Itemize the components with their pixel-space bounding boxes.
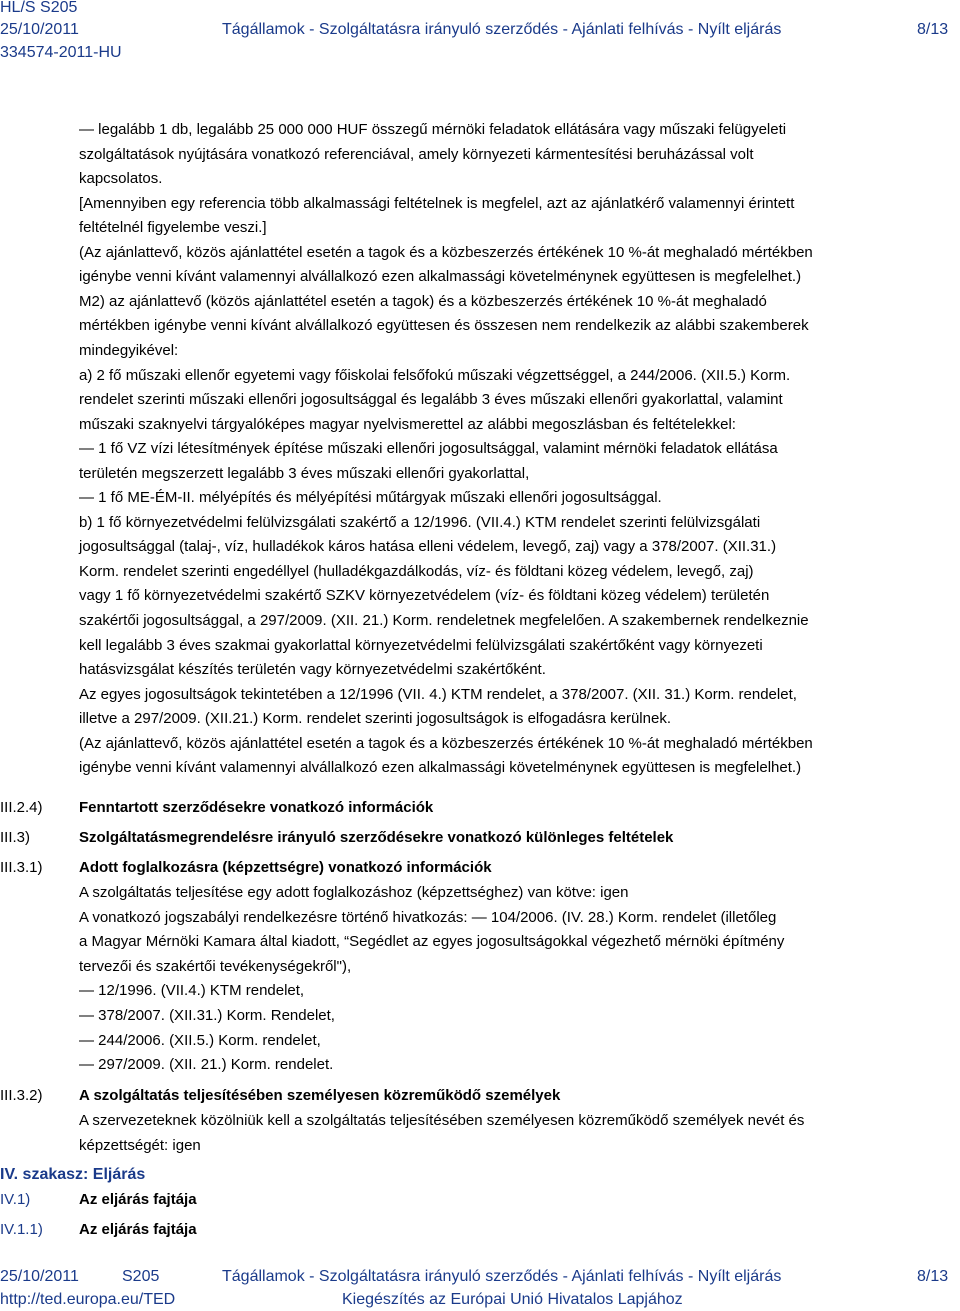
- section-text-line: — 297/2009. (XII. 21.) Korm. rendelet.: [79, 1056, 334, 1073]
- header-date: 25/10/2011: [0, 21, 79, 38]
- header-page-number: 8/13: [917, 21, 949, 38]
- body-line: (Az ajánlattevő, közös ajánlattétel esetén a tagok és a közbeszerzés értékének 10 %-át meghaladó mértékben: [79, 735, 813, 752]
- footer-supplement: Kiegészítés az Európai Unió Hivatalos Lapjához: [342, 1291, 683, 1308]
- section-number: III.3): [0, 829, 31, 846]
- section-title: Fenntartott szerződésekre vonatkozó információk: [79, 799, 434, 816]
- body-line: rendelet szerinti műszaki ellenőri jogosultsággal és legalább 3 éves műszaki ellenőri gyakorlattal, valamint: [79, 391, 783, 408]
- body-line: feltételnél figyelembe veszi.]: [79, 219, 267, 236]
- body-line: mindegyikével:: [79, 342, 179, 359]
- section-text-line: — 378/2007. (XII.31.) Korm. Rendelet,: [79, 1007, 335, 1024]
- body-line: Korm. rendelet szerinti engedéllyel (hulladékgazdálkodás, víz- és földtani közeg védelem, levegő, zaj): [79, 563, 754, 580]
- body-line: szakértői jogosultsággal, a 297/2009. (XII. 21.) Korm. rendeletnek megfelelően. A szakembernek rendelkeznie: [79, 612, 809, 629]
- section-title: Szolgáltatásmegrendelésre irányuló szerződésekre vonatkozó különleges feltételek: [79, 829, 674, 846]
- footer-url[interactable]: http://ted.europa.eu/TED: [0, 1291, 176, 1308]
- footer-page-number: 8/13: [917, 1268, 949, 1285]
- footer-issue: S205: [122, 1268, 160, 1285]
- section-title: Az eljárás fajtája: [79, 1191, 197, 1208]
- body-line: Az egyes jogosultságok tekintetében a 12/1996 (VII. 4.) KTM rendelet, a 378/2007. (XII. 31.) Korm. rendelet,: [79, 686, 797, 703]
- body-line: területén megszerzett legalább 3 éves műszaki ellenőri gyakorlattal,: [79, 465, 530, 482]
- body-line: szolgáltatások nyújtására vonatkozó referenciával, amely környezeti kármentesítési beruházással volt: [79, 146, 754, 163]
- section-title: Az eljárás fajtája: [79, 1221, 197, 1238]
- section-number: III.3.1): [0, 859, 43, 876]
- body-line: a) 2 fő műszaki ellenőr egyetemi vagy főiskolai felsőfokú műszaki végzettséggel, a 244/2006. (XII.5.) Korm.: [79, 367, 791, 384]
- section-title: Adott foglalkozásra (képzettségre) vonatkozó információk: [79, 859, 492, 876]
- footer-title: Tágállamok - Szolgáltatásra irányuló szerződés - Ajánlati felhívás - Nyílt eljárás: [222, 1268, 782, 1285]
- journal-label: HL/S S205: [0, 0, 78, 16]
- body-line: vagy 1 fő környezetvédelmi szakértő SZKV környezetvédelem (víz- és földtani közeg védelem) területén: [79, 587, 770, 604]
- body-line: [Amennyiben egy referencia több alkalmassági feltételnek is megfelel, azt az ajánlatkérő valamennyi érintett: [79, 195, 795, 212]
- section-iv-heading: IV. szakasz: Eljárás: [0, 1166, 146, 1183]
- header-title: Tágállamok - Szolgáltatásra irányuló szerződés - Ajánlati felhívás - Nyílt eljárás: [222, 21, 782, 38]
- body-line: mértékben igénybe venni kívánt alvállalkozó együttesen és összesen nem rendelkezik az alábbi szakemberek: [79, 317, 809, 334]
- body-line: kapcsolatos.: [79, 170, 163, 187]
- body-line: b) 1 fő környezetvédelmi felülvizsgálati szakértő a 12/1996. (VII.4.) KTM rendelet szerinti felülvizsgálati: [79, 514, 761, 531]
- section-text-line: tervezői és szakértői tevékenységekről"),: [79, 958, 352, 975]
- section-text-line: A vonatkozó jogszabályi rendelkezésre történő hivatkozás: — 104/2006. (IV. 28.) Korm. rendelet (illetőleg: [79, 909, 777, 926]
- body-line: M2) az ajánlattevő (közös ajánlattétel esetén a tagok) és a közbeszerzés értékének 10 %-át meghaladó: [79, 293, 767, 310]
- body-line: műszaki szaknyelvi tárgyalóképes magyar nyelvismerettel az alábbi megoszlásban és feltételekkel:: [79, 416, 736, 433]
- body-line: (Az ajánlattevő, közös ajánlattétel esetén a tagok és a közbeszerzés értékének 10 %-át meghaladó mértékben: [79, 244, 813, 261]
- section-number: IV.1): [0, 1191, 31, 1208]
- document-id: 334574-2011-HU: [0, 44, 122, 61]
- footer-date: 25/10/2011: [0, 1268, 79, 1285]
- body-line: — 1 fő VZ vízi létesítmények építése műszaki ellenőri jogosultsággal, valamint mérnöki feladatok ellátása: [79, 440, 778, 457]
- body-line: illetve a 297/2009. (XII.21.) Korm. rendelet szerinti jogosultságok is elfogadásra kerülnek.: [79, 710, 671, 727]
- body-line: igénybe venni kívánt valamennyi alvállalkozó ezen alkalmassági követelménynek együttesen is megfelelhet.): [79, 268, 802, 285]
- section-number: III.3.2): [0, 1087, 43, 1104]
- section-text-line: a Magyar Mérnöki Kamara által kiadott, “Segédlet az egyes jogosultságokkal végezhető mérnöki építmény: [79, 933, 785, 950]
- section-text-line: — 12/1996. (VII.4.) KTM rendelet,: [79, 982, 305, 999]
- section-number: III.2.4): [0, 799, 43, 816]
- body-line: hatásvizsgálat készítés területén vagy környezetvédelmi szakértőként.: [79, 661, 546, 678]
- section-text-line: — 244/2006. (XII.5.) Korm. rendelet,: [79, 1032, 321, 1049]
- section-title: A szolgáltatás teljesítésében személyesen közreműködő személyek: [79, 1087, 561, 1104]
- body-line: — 1 fő ME-ÉM-II. mélyépítés és mélyépítési műtárgyak műszaki ellenőri jogosultsággal.: [79, 489, 662, 506]
- body-line: — legalább 1 db, legalább 25 000 000 HUF összegű mérnöki feladatok ellátására vagy műszaki felügyeleti: [79, 121, 787, 138]
- section-text-line: képzettségét: igen: [79, 1137, 201, 1154]
- section-text-line: A szolgáltatás teljesítése egy adott foglalkozáshoz (képzettséghez) van kötve: igen: [79, 884, 629, 901]
- section-text-line: A szervezeteknek közölniük kell a szolgáltatás teljesítésében személyesen közreműködő személyek nevét és: [79, 1112, 805, 1129]
- body-line: jogosultsággal (talaj-, víz, hulladékok káros hatása elleni védelem, levegő, zaj) vagy a 378/2007. (XII.31.): [79, 538, 777, 555]
- body-line: kell legalább 3 éves szakmai gyakorlattal környezetvédelmi felülvizsgálati szakértőként vagy környezeti: [79, 637, 763, 654]
- section-number: IV.1.1): [0, 1221, 43, 1238]
- body-line: igénybe venni kívánt valamennyi alvállalkozó ezen alkalmassági követelménynek együttesen is megfelelhet.): [79, 759, 802, 776]
